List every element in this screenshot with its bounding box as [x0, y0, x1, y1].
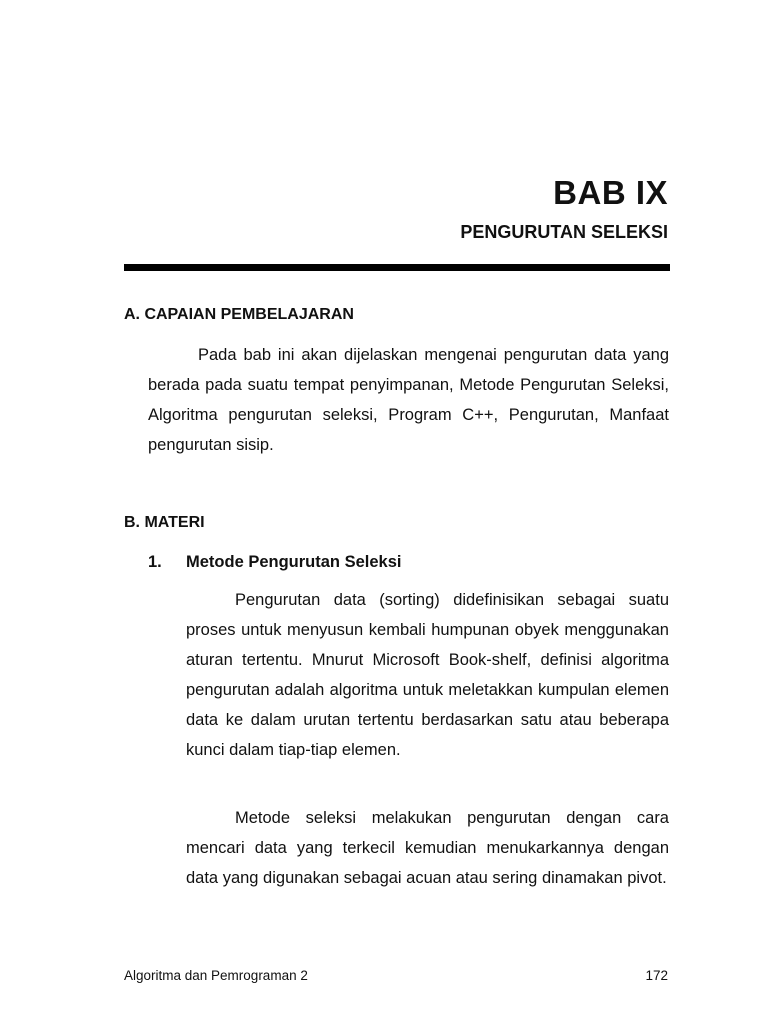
material-paragraph-1: Pengurutan data (sorting) didefinisikan sebagai suatu proses untuk menyusun kembali humpunan obyek menggunakan aturan tertentu. Mnurut Microsoft Book-shelf, definisi algoritma pengurutan adalah algoritma untuk meletakkan kumpulan elemen data ke dalam urutan tertentu berdasarkan satu atau beberapa kunci dalam tiap-tiap elemen. — [186, 591, 669, 759]
chapter-number: BAB IX — [553, 174, 668, 211]
chapter-divider — [124, 264, 670, 271]
subsection-title: Metode Pengurutan Seleksi — [186, 553, 402, 571]
footer-book-title: Algoritma dan Pemrograman 2 — [124, 968, 308, 983]
subsection-number: 1. — [148, 553, 162, 571]
material-paragraph-2: Metode seleksi melakukan pengurutan dengan cara mencari data yang terkecil kemudian menukarkannya dengan data yang digunakan sebagai acuan atau sering dinamakan pivot. — [186, 809, 669, 887]
section-heading-learning-outcomes: A. CAPAIAN PEMBELAJARAN — [124, 306, 354, 323]
subsection-heading — [148, 551, 401, 573]
footer-page-number: 172 — [645, 968, 668, 983]
learning-outcomes-paragraph: Pada bab ini akan dijelaskan mengenai pengurutan data yang berada pada suatu tempat penyimpanan, Metode Pengurutan Seleksi, Algoritma pengurutan seleksi, Program C++, Pengurutan, Manfaat pengurutan sisip. — [148, 346, 669, 454]
section-heading-material: B. MATERI — [124, 514, 205, 531]
chapter-title: PENGURUTAN SELEKSI — [460, 222, 668, 242]
